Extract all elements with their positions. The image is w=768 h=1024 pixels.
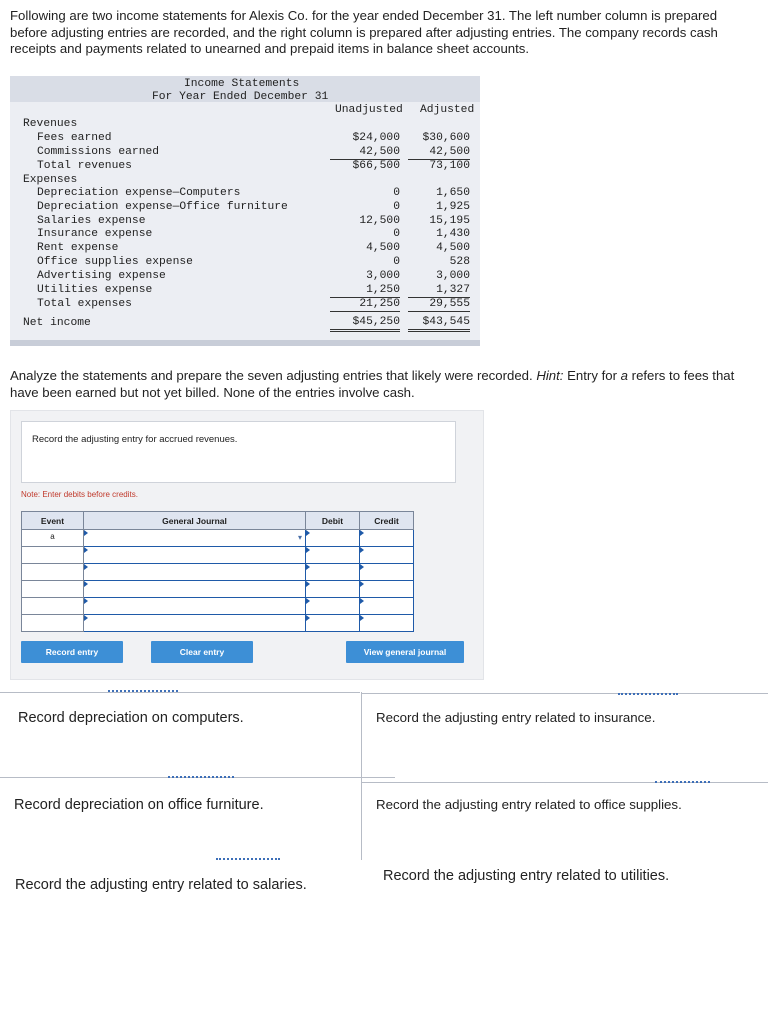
input-marker-icon bbox=[84, 615, 88, 621]
input-marker-icon bbox=[360, 615, 364, 621]
tab-office-supplies[interactable]: Record the adjusting entry related to office supplies. bbox=[376, 797, 682, 812]
event-cell: a bbox=[22, 530, 84, 547]
utilities-unadj: 1,250 bbox=[330, 284, 400, 298]
input-marker-icon bbox=[360, 564, 364, 570]
tab-divider bbox=[0, 692, 360, 693]
dep-computers-label: Depreciation expense—Computers bbox=[37, 187, 241, 199]
event-cell bbox=[22, 547, 84, 564]
account-select[interactable] bbox=[84, 615, 306, 632]
account-select[interactable] bbox=[84, 530, 306, 547]
dep-furniture-adj: 1,925 bbox=[436, 201, 470, 213]
journal-table bbox=[21, 511, 414, 632]
tab-salaries[interactable]: Record the adjusting entry related to salaries. bbox=[15, 877, 307, 893]
event-cell bbox=[22, 615, 84, 632]
debit-input[interactable] bbox=[306, 615, 360, 632]
insurance-unadj: 0 bbox=[393, 228, 400, 240]
input-marker-icon bbox=[306, 530, 310, 536]
fees-earned-unadj: $24,000 bbox=[352, 132, 400, 144]
total-revenues-label: Total revenues bbox=[37, 160, 132, 172]
dep-computers-adj: 1,650 bbox=[436, 187, 470, 199]
credit-input[interactable] bbox=[360, 615, 414, 632]
tab-indicator bbox=[618, 693, 678, 695]
rent-unadj: 4,500 bbox=[366, 242, 400, 254]
utilities-adj: 1,327 bbox=[408, 284, 470, 298]
debit-input[interactable] bbox=[306, 564, 360, 581]
net-income-unadj: $45,250 bbox=[330, 316, 400, 332]
instructions-part-2: Entry for bbox=[567, 368, 617, 383]
insurance-label: Insurance expense bbox=[37, 228, 153, 240]
total-revenues-unadj: $66,500 bbox=[352, 160, 400, 172]
debit-header: Debit bbox=[306, 512, 360, 530]
debit-input[interactable] bbox=[306, 598, 360, 615]
event-header: Event bbox=[22, 512, 84, 530]
tab-divider bbox=[362, 693, 768, 694]
input-marker-icon bbox=[84, 564, 88, 570]
tab-divider bbox=[361, 692, 362, 782]
rent-adj: 4,500 bbox=[436, 242, 470, 254]
tab-indicator bbox=[168, 776, 234, 778]
rent-label: Rent expense bbox=[37, 242, 119, 254]
fees-earned-adj: $30,600 bbox=[422, 132, 470, 144]
input-marker-icon bbox=[306, 598, 310, 604]
tab-indicator bbox=[108, 690, 178, 692]
journal-row bbox=[22, 530, 414, 547]
office-supplies-unadj: 0 bbox=[393, 256, 400, 268]
input-marker-icon bbox=[84, 547, 88, 553]
commissions-earned-unadj: 42,500 bbox=[330, 146, 400, 160]
total-expenses-label: Total expenses bbox=[37, 298, 132, 310]
input-marker-icon bbox=[306, 615, 310, 621]
input-marker-icon bbox=[84, 598, 88, 604]
tab-indicator bbox=[655, 781, 710, 783]
account-select[interactable] bbox=[84, 598, 306, 615]
input-marker-icon bbox=[306, 581, 310, 587]
dep-furniture-unadj: 0 bbox=[393, 201, 400, 213]
hint-letter: a bbox=[620, 368, 628, 383]
hint-label: Hint: bbox=[536, 368, 564, 383]
col-adjusted-header: Adjusted bbox=[420, 104, 475, 116]
salaries-adj: 15,195 bbox=[429, 215, 470, 227]
dep-computers-unadj: 0 bbox=[393, 187, 400, 199]
event-cell bbox=[22, 598, 84, 615]
event-cell bbox=[22, 581, 84, 598]
journal-row bbox=[22, 598, 414, 615]
debit-input[interactable] bbox=[306, 581, 360, 598]
entry-prompt-box bbox=[21, 421, 456, 483]
input-marker-icon bbox=[360, 581, 364, 587]
tab-depreciation-furniture[interactable]: Record depreciation on office furniture. bbox=[14, 797, 264, 813]
expenses-label: Expenses bbox=[23, 174, 78, 186]
statement-subtitle: For Year Ended December 31 bbox=[152, 91, 329, 103]
insurance-adj: 1,430 bbox=[436, 228, 470, 240]
instructions-part-1: Analyze the statements and prepare the seven adjusting entries that likely were recorded. bbox=[10, 368, 533, 383]
tab-utilities[interactable]: Record the adjusting entry related to utilities. bbox=[383, 868, 670, 884]
general-journal-header: General Journal bbox=[84, 512, 306, 530]
total-revenues-adj: 73,100 bbox=[429, 160, 470, 172]
event-cell bbox=[22, 564, 84, 581]
advertising-label: Advertising expense bbox=[37, 270, 166, 282]
input-marker-icon bbox=[360, 547, 364, 553]
net-income-adj: $43,545 bbox=[408, 316, 470, 332]
debits-note: Note: Enter debits before credits. bbox=[21, 490, 138, 499]
revenues-label: Revenues bbox=[23, 118, 78, 130]
input-marker-icon bbox=[360, 530, 364, 536]
office-supplies-label: Office supplies expense bbox=[37, 256, 193, 268]
credit-input[interactable] bbox=[360, 581, 414, 598]
tab-depreciation-computers[interactable]: Record depreciation on computers. bbox=[18, 710, 244, 726]
debit-input[interactable] bbox=[306, 530, 360, 547]
tab-divider bbox=[361, 782, 362, 860]
dep-furniture-label: Depreciation expense—Office furniture bbox=[37, 201, 288, 213]
journal-entry-panel bbox=[10, 410, 484, 680]
instructions-part-3: refers to fees that have been earned but not yet billed. None of the entries involve cash. bbox=[10, 368, 735, 400]
entry-prompt: Record the adjusting entry for accrued revenues. bbox=[32, 434, 238, 445]
input-marker-icon bbox=[306, 547, 310, 553]
record-entry-button[interactable]: Record entry bbox=[21, 641, 123, 663]
journal-row bbox=[22, 547, 414, 564]
intro-text: Following are two income statements for Alexis Co. for the year ended December 31. The left number column is prepared before adjusting entries are recorded, and the right column is prepared after adjusting entries. The company records cash receipts and payments related to unearned and prepaid items in balance sheet accounts. bbox=[10, 8, 718, 56]
statement-footer-band bbox=[10, 340, 480, 346]
credit-header: Credit bbox=[360, 512, 414, 530]
commissions-earned-adj: 42,500 bbox=[408, 146, 470, 160]
input-marker-icon bbox=[84, 581, 88, 587]
account-select[interactable] bbox=[84, 547, 306, 564]
col-unadjusted-header: Unadjusted bbox=[335, 104, 403, 116]
advertising-unadj: 3,000 bbox=[366, 270, 400, 282]
view-general-journal-button[interactable]: View general journal bbox=[346, 641, 464, 663]
instructions-text bbox=[10, 368, 755, 401]
total-expenses-adj: 29,555 bbox=[408, 298, 470, 312]
input-marker-icon bbox=[306, 564, 310, 570]
fees-earned-label: Fees earned bbox=[37, 132, 112, 144]
debit-input[interactable] bbox=[306, 547, 360, 564]
input-marker-icon bbox=[84, 530, 88, 536]
journal-row bbox=[22, 564, 414, 581]
commissions-earned-label: Commissions earned bbox=[37, 146, 160, 158]
credit-input[interactable] bbox=[360, 547, 414, 564]
net-income-label: Net income bbox=[23, 317, 91, 329]
input-marker-icon bbox=[360, 598, 364, 604]
journal-row bbox=[22, 615, 414, 632]
office-supplies-adj: 528 bbox=[449, 256, 470, 268]
salaries-unadj: 12,500 bbox=[359, 215, 400, 227]
account-select[interactable] bbox=[84, 564, 306, 581]
total-expenses-unadj: 21,250 bbox=[330, 298, 400, 312]
salaries-label: Salaries expense bbox=[37, 215, 146, 227]
credit-input[interactable] bbox=[360, 598, 414, 615]
credit-input[interactable] bbox=[360, 564, 414, 581]
income-statement bbox=[10, 76, 480, 346]
clear-entry-button[interactable]: Clear entry bbox=[151, 641, 253, 663]
tab-insurance[interactable]: Record the adjusting entry related to insurance. bbox=[376, 710, 656, 725]
journal-header-row bbox=[22, 512, 414, 530]
journal-row bbox=[22, 581, 414, 598]
utilities-label: Utilities expense bbox=[37, 284, 153, 296]
chevron-down-icon[interactable]: ▾ bbox=[297, 533, 302, 542]
tab-indicator bbox=[216, 858, 280, 860]
statement-title: Income Statements bbox=[184, 78, 300, 90]
advertising-adj: 3,000 bbox=[436, 270, 470, 282]
account-select[interactable] bbox=[84, 581, 306, 598]
credit-input[interactable] bbox=[360, 530, 414, 547]
